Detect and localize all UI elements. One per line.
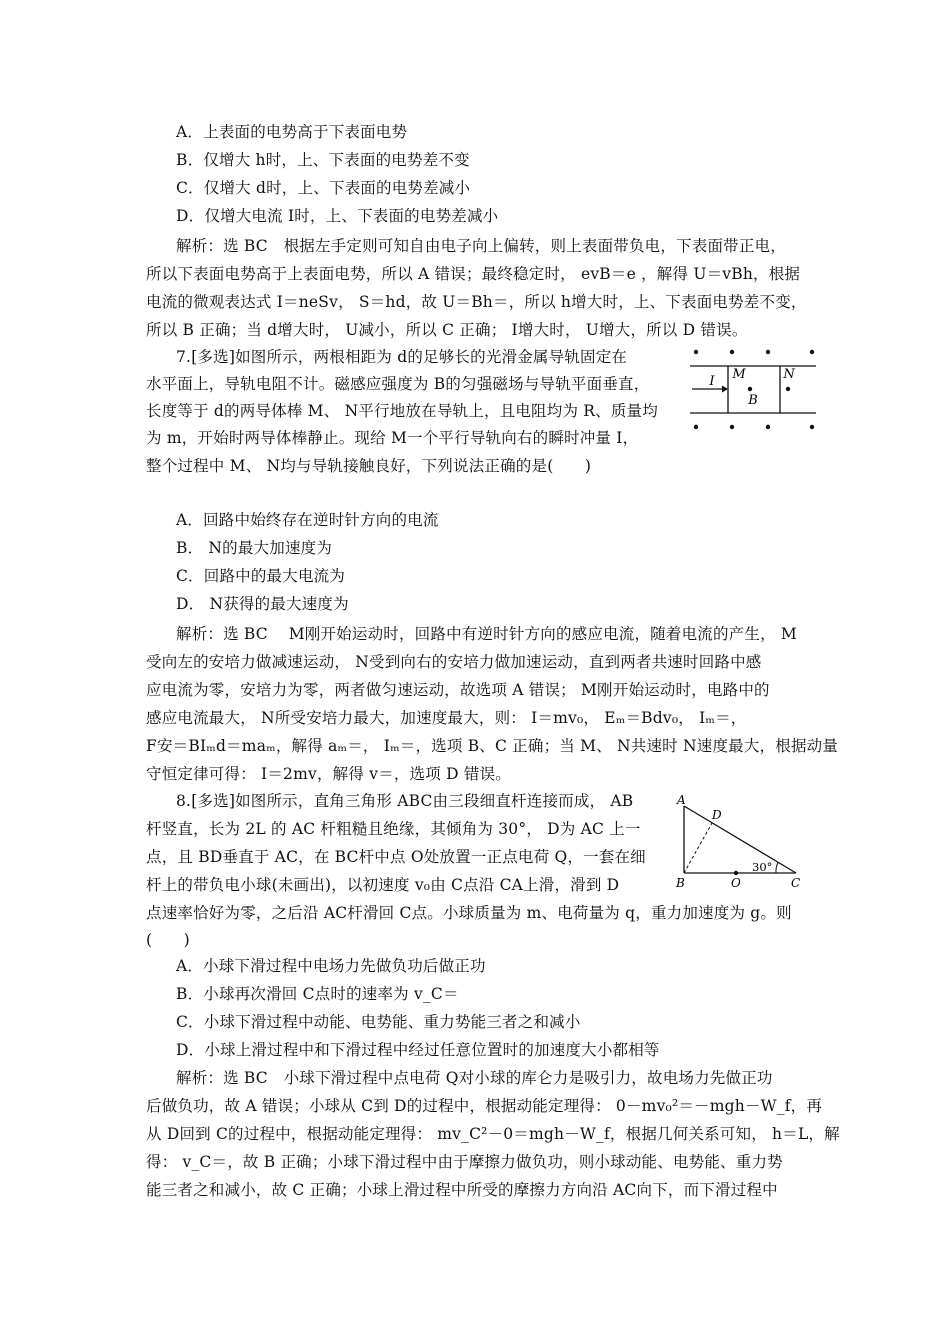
label-angle: 30° [752,860,773,874]
q8-analysis-line: 解析：选 BC 小球下滑过程中点电荷 Q对小球的库仑力是吸引力，故电场力先做正功 [176,1069,773,1087]
label-m: M [732,367,746,382]
q8-analysis-line: 能三者之和减小，故 C 正确；小球上滑过程中所受的摩擦力方向沿 AC向下，而下滑过程中 [146,1181,778,1199]
q8-option-b: B．小球再次滑回 C点时的速率为 v_C＝ [176,985,459,1003]
q8-option-c: C．小球下滑过程中动能、电势能、重力势能三者之和减小 [176,1013,581,1031]
q7-stem-line: 水平面上，导轨电阻不计。磁感应强度为 B的匀强磁场与导轨平面垂直， [146,375,650,393]
q7-stem-line: 长度等于 d的两导体棒 M、 N平行地放在导轨上，且电阻均为 R、质量均 [146,402,658,420]
q7-analysis-line: 应电流为零，安培力为零，两者做匀速运动，故选项 A 错误； M刚开始运动时，电路中的 [146,681,770,699]
q8-stem-line: 点速率恰好为零，之后沿 AC杆滑回 C点。小球质量为 m、电荷量为 q，重力加速度为 g。则 [146,904,792,922]
q8-stem-line: 杆竖直，长为 2L 的 AC 杆粗糙且绝缘，其倾角为 30°， D为 AC 上一 [146,820,641,838]
q8-stem-line: 8.[多选]如图所示，直角三角形 ABC由三段细直杆连接而成， AB [176,792,634,810]
q8-analysis-line: 得： v_C＝，故 B 正确；小球下滑过程中由于摩擦力做负功，则小球动能、电势能、重力势 [146,1153,783,1171]
q7-analysis-line: F安＝BIₘd＝maₘ，解得 aₘ＝， Iₘ＝，选项 B、C 正确；当 M、 N共速时 N速度最大，根据动量 [146,737,839,755]
rod-ac [684,806,796,873]
label-n: N [783,367,795,382]
q6-option-b: B．仅增大 h时，上、下表面的电势差不变 [176,151,470,169]
label-c: C [791,876,801,890]
q8-analysis-line: 从 D回到 C的过程中，根据动能定理得： mv_C²－0＝mgh－W_f，根据几何关系可知， h＝L，解 [146,1125,840,1143]
q8-analysis-line: 后做负功，故 A 错误；小球从 C到 D的过程中，根据动能定理得： 0－mv₀²＝－mgh－W_f，再 [146,1097,823,1115]
q6-analysis-line: 所以 B 正确；当 d增大时， U减小，所以 C 正确； I增大时， U增大，所以 D 错误。 [146,321,748,339]
q8-stem-line: 点，且 BD垂直于 AC，在 BC杆中点 O处放置一正点电荷 Q，一套在细 [146,848,646,866]
q7-stem-line: 为 m，开始时两导体棒静止。现给 M一个平行导轨向右的瞬时冲量 I， [146,429,639,447]
q7-stem-line: 7.[多选]如图所示，两根相距为 d的足够长的光滑金属导轨固定在 [176,348,628,366]
q6-option-c: C．仅增大 d时，上、下表面的电势差减小 [176,179,471,197]
triangle-diagram [672,794,808,890]
q8-option-d: D．小球上滑过程中和下滑过程中经过任意位置时的加速度大小都相等 [176,1041,660,1059]
charge-point-o [734,871,738,875]
q6-analysis-line: 解析：选 BC 根据左手定则可知自由电子向上偏转，则上表面带负电，下表面带正电， [176,237,786,255]
arrowhead-icon [722,386,728,393]
q6-option-a: A．上表面的电势高于下表面电势 [176,123,408,141]
rail-diagram [686,343,826,435]
label-i: I [709,374,715,389]
q8-stem-line: ( ) [146,931,190,949]
q7-analysis-line: 解析：选 BC M刚开始运动时，回路中有逆时针方向的感应电流，随着电流的产生， M [176,625,797,643]
label-d: D [712,808,722,822]
q7-option-a: A．回路中始终存在逆时针方向的电流 [176,511,439,529]
q7-option-c: C．回路中的最大电流为 [176,567,346,585]
segment-bd [684,823,712,873]
q6-analysis-line: 所以下表面电势高于上表面电势，所以 A 错误；最终稳定时， evB＝e ，解得 U＝vBh，根据 [146,265,801,283]
q7-analysis-line: 感应电流最大， N所受安培力最大，加速度最大，则： I＝mv₀， Eₘ＝Bdv₀， Iₘ＝， [146,709,747,727]
q7-option-b: B． N的最大加速度为 [176,539,333,557]
label-a: A [677,794,686,807]
q7-option-d: D． N获得的最大速度为 [176,595,349,613]
q8-option-a: A．小球下滑过程中电场力先做负功后做正功 [176,957,486,975]
angle-arc [776,863,778,874]
label-b: B [676,876,685,890]
q7-analysis-line: 守恒定律可得： I＝2mv，解得 v＝，选项 D 错误。 [146,765,511,783]
q7-stem-line: 整个过程中 M、 N均与导轨接触良好，下列说法正确的是( ) [146,457,592,475]
q6-analysis-line: 电流的微观表达式 I＝neSv， S＝hd，故 U＝Bh＝，所以 h增大时，上、下表面电势差不变， [146,293,807,311]
label-b: B [748,393,758,408]
label-o: O [731,876,741,890]
q6-option-d: D．仅增大电流 I时，上、下表面的电势差减小 [176,207,499,225]
q8-stem-line: 杆上的带负电小球(未画出)，以初速度 v₀由 C点沿 CA上滑，滑到 D [146,876,620,894]
q7-analysis-line: 受向左的安培力做减速运动， N受到向右的安培力做加速运动，直到两者共速时回路中感 [146,653,762,671]
